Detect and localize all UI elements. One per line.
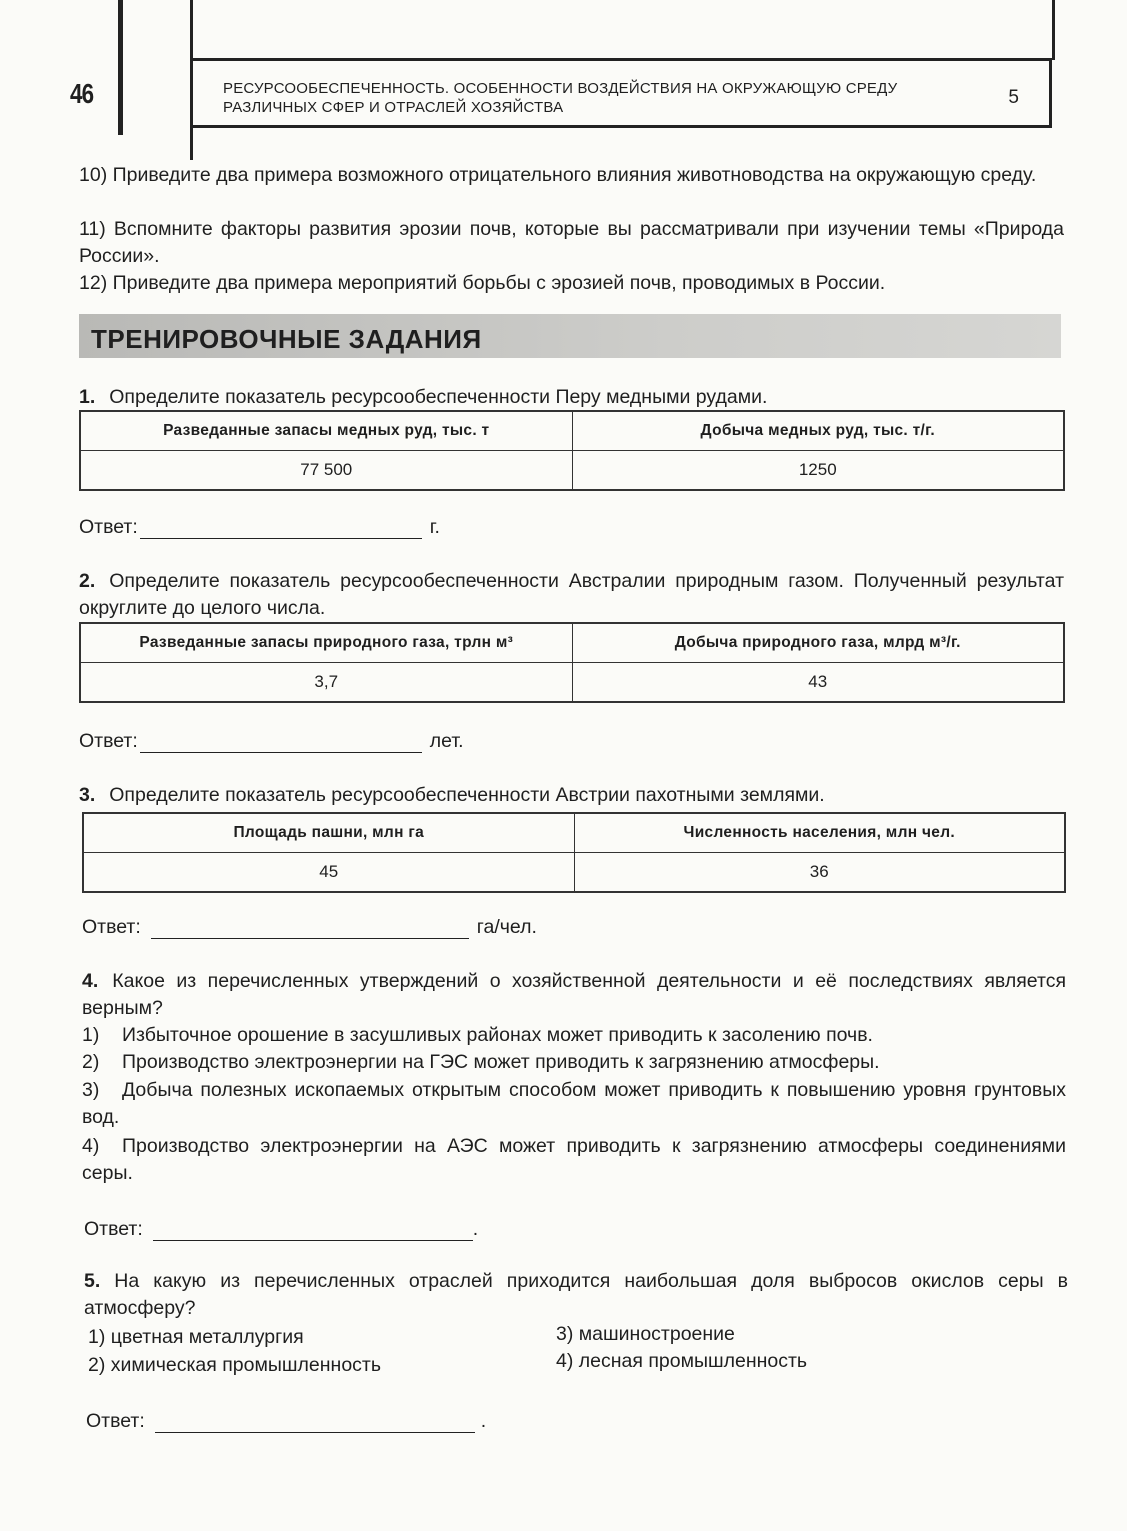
- task-3-number: 3.: [79, 784, 96, 806]
- answer-unit: .: [480, 1410, 487, 1432]
- option-text: Производство электроэнергии на АЭС может приводить к загрязнению атмосферы соединениями серы.: [82, 1135, 1066, 1184]
- option-text: Производство электроэнергии на ГЭС может приводить к загрязнению атмосферы.: [122, 1051, 880, 1073]
- task-2-number: 2.: [79, 570, 96, 592]
- answer-label: Ответ:: [84, 1218, 143, 1240]
- table-row: [80, 451, 1064, 491]
- answer-unit: га/чел.: [476, 916, 537, 938]
- task-3-question: Определите показатель ресурсообеспеченности Австрии пахотными землями.: [109, 784, 825, 806]
- task-4-option-4: [82, 1133, 1066, 1187]
- option-number: 2): [88, 1354, 106, 1376]
- option-text: химическая промышленность: [110, 1354, 382, 1376]
- answer-input-line[interactable]: [140, 518, 422, 539]
- task-5-number: 5.: [84, 1270, 101, 1292]
- answer-unit: .: [472, 1218, 479, 1240]
- table-header-cell: Добыча медных руд, тыс. т/г.: [572, 411, 1064, 451]
- task-5-answer: [86, 1410, 486, 1433]
- answer-label: Ответ:: [86, 1410, 145, 1432]
- table-cell: 45: [83, 853, 574, 893]
- table-cell: 1250: [572, 451, 1064, 491]
- task-1-table: [79, 410, 1065, 491]
- option-text: Избыточное орошение в засушливых районах может приводить к засолению почв.: [122, 1024, 873, 1046]
- task-2-answer: [79, 730, 464, 753]
- table-header-row: [80, 411, 1064, 451]
- chapter-header: [190, 58, 1052, 128]
- answer-unit: г.: [429, 516, 440, 538]
- task-1-question: Определите показатель ресурсообеспеченности Перу медными рудами.: [109, 386, 768, 408]
- table-cell: 36: [574, 853, 1065, 893]
- option-text: Добыча полезных ископаемых открытым способом может приводить к повышению уровня грунтовых вод.: [82, 1079, 1066, 1128]
- task-4-question: Какое из перечисленных утверждений о хозяйственной деятельности и её последствиях является верным?: [82, 970, 1066, 1019]
- task-5-question: На какую из перечисленных отраслей приходится наибольшая доля выбросов окислов серы в атмосферу?: [84, 1270, 1068, 1319]
- page-number: 46: [70, 78, 94, 109]
- task-4-answer: [84, 1218, 478, 1241]
- chapter-number: 5: [1008, 87, 1019, 108]
- section-title: ТРЕНИРОВОЧНЫЕ ЗАДАНИЯ: [91, 324, 482, 354]
- task-3-text: [79, 782, 1064, 809]
- task-5-option-2: [88, 1354, 381, 1377]
- question-10: 10) Приведите два примера возможного отрицательного влияния животноводства на окружающую среду.: [79, 164, 1037, 186]
- option-text: лесная промышленность: [578, 1350, 808, 1372]
- task-2-question: Определите показатель ресурсообеспеченности Австралии природным газом. Полученный результат округлите до целого числа.: [79, 570, 1064, 619]
- header-rule-top: [1052, 0, 1055, 60]
- task-3-table: [82, 812, 1066, 893]
- option-number: 3): [82, 1079, 100, 1101]
- option-number: 2): [82, 1051, 100, 1073]
- task-5-text: [84, 1268, 1068, 1322]
- task-2-text: [79, 568, 1064, 622]
- section-banner: [79, 314, 1061, 358]
- answer-label: Ответ:: [79, 730, 138, 752]
- table-row: [83, 853, 1065, 893]
- table-header-row: [80, 623, 1064, 663]
- table-header-cell: Численность населения, млн чел.: [574, 813, 1065, 853]
- task-2-table: [79, 622, 1065, 703]
- table-header-cell: Площадь пашни, млн га: [83, 813, 574, 853]
- question-11: 11) Вспомните факторы развития эрозии почв, которые вы рассматривали при изучении темы «Природа России».: [79, 218, 1064, 267]
- table-header-cell: Разведанные запасы медных руд, тыс. т: [80, 411, 572, 451]
- task-4-option-3: [82, 1077, 1066, 1131]
- answer-input-line[interactable]: [151, 918, 469, 939]
- answer-label: Ответ:: [82, 916, 141, 938]
- table-header-cell: Добыча природного газа, млрд м³/г.: [572, 623, 1064, 663]
- table-cell: 3,7: [80, 663, 572, 703]
- task-4-text: [82, 968, 1066, 1022]
- task-5-option-4: [556, 1350, 807, 1373]
- task-3-answer: [82, 916, 537, 939]
- task-1-text: [79, 384, 1064, 411]
- answer-input-line[interactable]: [140, 732, 422, 753]
- table-header-row: [83, 813, 1065, 853]
- task-4-number: 4.: [82, 970, 99, 992]
- task-1-answer: [79, 516, 440, 539]
- answer-label: Ответ:: [79, 516, 138, 538]
- table-cell: 43: [572, 663, 1064, 703]
- table-cell: 77 500: [80, 451, 572, 491]
- answer-input-line[interactable]: [153, 1220, 473, 1241]
- answer-unit: лет.: [429, 730, 464, 752]
- option-number: 4): [82, 1135, 100, 1157]
- option-number: 1): [88, 1326, 106, 1348]
- table-header-cell: Разведанные запасы природного газа, трлн м³: [80, 623, 572, 663]
- option-text: цветная металлургия: [110, 1326, 304, 1348]
- task-4-option-1: [82, 1022, 1066, 1049]
- chapter-title: РЕСУРСООБЕСПЕЧЕННОСТЬ. ОСОБЕННОСТИ ВОЗДЕЙСТВИЯ НА ОКРУЖАЮЩУЮ СРЕДУ РАЗЛИЧНЫХ СФЕР И ОТРАСЛЕЙ ХОЗЯЙСТВА: [223, 80, 898, 116]
- answer-input-line[interactable]: [155, 1412, 475, 1433]
- task-5-option-3: [556, 1323, 735, 1346]
- task-5-option-1: [88, 1326, 304, 1349]
- option-number: 3): [556, 1323, 574, 1345]
- task-1-number: 1.: [79, 386, 96, 408]
- question-12: 12) Приведите два примера мероприятий борьбы с эрозией почв, проводимых в России.: [79, 272, 886, 294]
- option-number: 4): [556, 1350, 574, 1372]
- option-number: 1): [82, 1024, 100, 1046]
- table-row: [80, 663, 1064, 703]
- option-text: машиностроение: [578, 1323, 735, 1345]
- margin-rule-left: [118, 0, 123, 135]
- task-4-option-2: [82, 1049, 1066, 1076]
